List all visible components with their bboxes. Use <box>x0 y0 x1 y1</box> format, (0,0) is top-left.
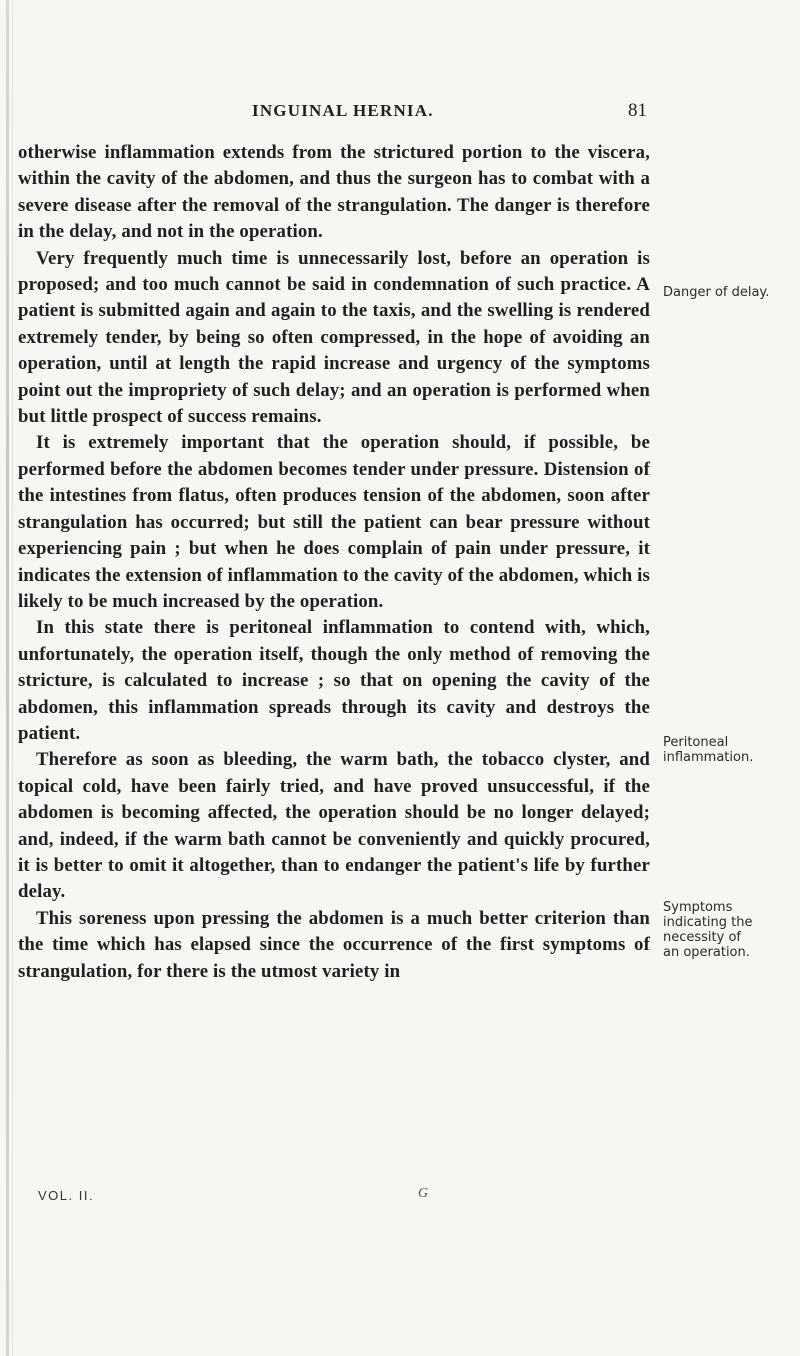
paragraph: In this state there is peritoneal inflammation to contend with, which, unfortunately, the operation itself, though the only method of removing the stricture, is calculated to increase ; so that on opening the cavity of the abdomen, this inflammation spreads through its cavity and destroys the patient. <box>18 617 650 744</box>
paragraph: It is extremely important that the operation should, if possible, be performed before the abdomen becomes tender under pressure. Distension of the intestines from flatus, often produces tension of the abdomen, soon after strangulation has occurred; but still the patient can bear pressure without experiencing pain ; but when he does complain of pain under pressure, it indicates the extension of inflammation to the cavity of the abdomen, which is likely to be much increased by the operation. <box>18 432 650 612</box>
margin-note-peritoneal-inflammation: Peritoneal inflammation. <box>663 735 754 765</box>
paragraph: otherwise inflammation extends from the strictured portion to the viscera, within the cavity of the abdomen, and thus the surgeon has to combat with a severe disease after the removal of the strangulation. The danger is therefore in the delay, and not in the operation. <box>18 142 650 243</box>
paragraph: Very frequently much time is unnecessarily lost, before an operation is proposed; and too much cannot be said in condemnation of such practice. A patient is submitted again and again to the taxis, and the swelling is rendered extremely tender, by being so often compressed, in the hope of avoiding an operation, until at length the rapid increase and urgency of the symptoms point out the impropriety of such delay; and an operation is performed when but little prospect of success remains. <box>18 247 650 428</box>
page-header <box>0 101 800 127</box>
page-number: 81 <box>628 100 647 121</box>
running-title: INGUINAL HERNIA. <box>252 101 434 120</box>
page-binding-edge <box>6 0 9 1356</box>
page-binding-edge-inner <box>12 0 13 1356</box>
volume-signature: VOL. II. <box>38 1188 95 1203</box>
paragraph: Therefore as soon as bleeding, the warm bath, the tobacco clyster, and topical cold, have been fairly tried, and have proved unsuccessful, if the abdomen is becoming affected, the operation should be no longer delayed; and, indeed, if the warm bath cannot be conveniently and quickly procured, it is better to omit it altogether, than to endanger the patient's life by further delay. <box>18 749 650 903</box>
margin-note-symptoms-indicating: Symptoms indicating the necessity of an operation. <box>663 900 753 960</box>
body-text <box>18 140 650 985</box>
paragraph: This soreness upon pressing the abdomen is a much better criterion than the time which has elapsed since the occurrence of the first symptoms of strangulation, for there is the utmost variety in <box>18 907 650 982</box>
signature-mark: G <box>418 1186 429 1201</box>
margin-note-danger-of-delay: Danger of delay. <box>663 285 770 300</box>
